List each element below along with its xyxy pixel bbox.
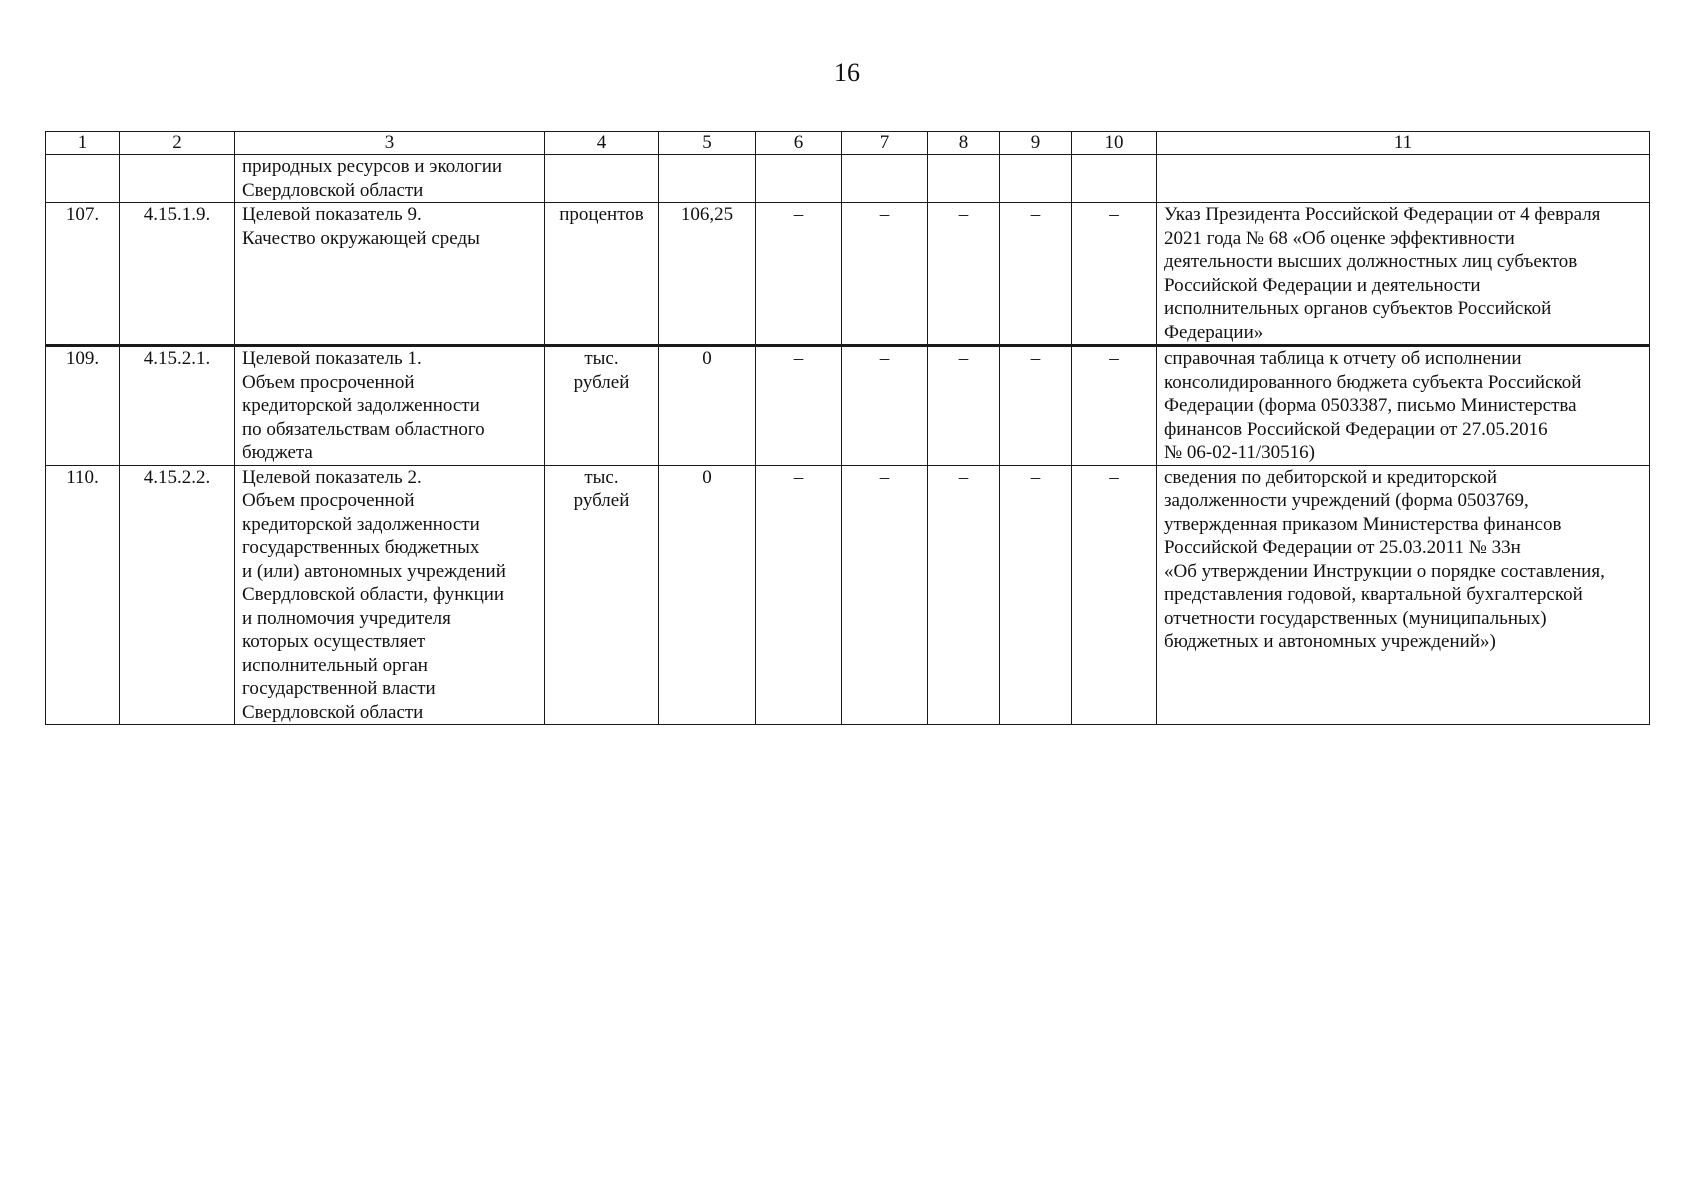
cell-indicator-name <box>235 203 545 346</box>
text-line: Федерации (форма 0503387, письмо Министерства <box>1164 395 1577 416</box>
cell-col-6: – <box>756 203 842 346</box>
text-line: государственной власти <box>242 678 436 699</box>
cell-unit <box>545 203 659 346</box>
indicators-table <box>45 131 1650 725</box>
cell-value <box>659 155 756 203</box>
text-line: тыс. <box>584 348 619 369</box>
text-line: Федерации» <box>1164 321 1264 343</box>
text-line: рублей <box>573 371 630 393</box>
cell-col-10: – <box>1072 465 1157 725</box>
text-line: исполнительных органов субъектов Российской <box>1164 298 1552 319</box>
cell-col-8: – <box>928 203 1000 346</box>
text-line: Свердловской области <box>242 701 424 723</box>
cell-number <box>46 155 120 203</box>
cell-indicator-name <box>235 346 545 466</box>
text-line: финансов Российской Федерации от 27.05.2016 <box>1164 418 1548 440</box>
cell-indicator-name <box>235 155 545 203</box>
text-line: бюджета <box>242 442 313 463</box>
text-line: справочная таблица к отчету об исполнении <box>1164 348 1522 369</box>
cell-code: 4.15.2.1. <box>120 346 235 466</box>
cell-unit <box>545 465 659 725</box>
table-row-continuation <box>46 155 1650 203</box>
text-line: «Об утверждении Инструкции о порядке составления, <box>1164 560 1605 582</box>
text-line: и полномочия учредителя <box>242 607 451 629</box>
text-line: тыс. <box>584 466 619 488</box>
text-line: Свердловской области, функции <box>242 584 505 605</box>
text-line: Объем просроченной <box>242 371 415 393</box>
column-header-4: 4 <box>545 132 659 155</box>
cell-col-8: – <box>928 346 1000 466</box>
text-line: консолидированного бюджета субъекта Российской <box>1164 371 1582 393</box>
text-line: процентов <box>559 204 644 225</box>
cell-col-7: – <box>842 203 928 346</box>
table-row <box>46 203 1650 346</box>
column-header-3: 3 <box>235 132 545 155</box>
column-header-6: 6 <box>756 132 842 155</box>
cell-indicator-name <box>235 465 545 725</box>
cell-col-6: – <box>756 346 842 466</box>
text-line: Российской Федерации и деятельности <box>1164 274 1481 296</box>
header-row <box>46 132 1650 155</box>
cell-source <box>1157 155 1650 203</box>
cell-col-10: – <box>1072 346 1157 466</box>
cell-col-9: – <box>1000 346 1072 466</box>
text-line: Объем просроченной <box>242 490 415 511</box>
cell-number: 109. <box>46 346 120 466</box>
text-line: 2021 года № 68 «Об оценке эффективности <box>1164 227 1515 249</box>
cell-unit <box>545 346 659 466</box>
column-header-5: 5 <box>659 132 756 155</box>
cell-source <box>1157 465 1650 725</box>
text-line: отчетности государственных (муниципальных) <box>1164 607 1547 629</box>
cell-col-8 <box>928 155 1000 203</box>
text-line: Российской Федерации от 25.03.2011 № 33н <box>1164 537 1521 558</box>
column-header-9: 9 <box>1000 132 1072 155</box>
cell-col-10 <box>1072 155 1157 203</box>
text-line: Целевой показатель 9. <box>242 204 422 225</box>
cell-col-7 <box>842 155 928 203</box>
cell-col-6 <box>756 155 842 203</box>
text-line: сведения по дебиторской и кредиторской <box>1164 466 1498 488</box>
text-line: природных ресурсов и экологии <box>242 156 503 177</box>
text-line: представления годовой, квартальной бухгалтерской <box>1164 584 1583 605</box>
cell-col-7: – <box>842 465 928 725</box>
text-line: Целевой показатель 1. <box>242 348 422 369</box>
cell-source <box>1157 203 1650 346</box>
cell-col-10: – <box>1072 203 1157 346</box>
text-line: Свердловской области <box>242 179 424 201</box>
text-line: и (или) автономных учреждений <box>242 560 506 582</box>
cell-col-6: – <box>756 465 842 725</box>
text-line: бюджетных и автономных учреждений») <box>1164 631 1496 652</box>
text-line: рублей <box>573 490 630 511</box>
column-header-11: 11 <box>1157 132 1650 155</box>
cell-code <box>120 155 235 203</box>
cell-value: 0 <box>659 465 756 725</box>
text-line: Указ Президента Российской Федерации от 4 февраля <box>1164 204 1601 225</box>
cell-number: 110. <box>46 465 120 725</box>
cell-col-9: – <box>1000 203 1072 346</box>
cell-value: 106,25 <box>659 203 756 346</box>
column-header-8: 8 <box>928 132 1000 155</box>
cell-col-8: – <box>928 465 1000 725</box>
column-header-7: 7 <box>842 132 928 155</box>
text-line: которых осуществляет <box>242 631 426 652</box>
text-line: Качество окружающей среды <box>242 227 480 249</box>
text-line: утвержденная приказом Министерства финансов <box>1164 513 1562 535</box>
table-row <box>46 346 1650 466</box>
cell-code: 4.15.1.9. <box>120 203 235 346</box>
cell-unit <box>545 155 659 203</box>
cell-col-7: – <box>842 346 928 466</box>
text-line: задолженности учреждений (форма 0503769, <box>1164 490 1529 511</box>
text-line: деятельности высших должностных лиц субъектов <box>1164 251 1578 272</box>
cell-value: 0 <box>659 346 756 466</box>
text-line: государственных бюджетных <box>242 537 480 558</box>
cell-number: 107. <box>46 203 120 346</box>
text-line: кредиторской задолженности <box>242 395 480 416</box>
table-row <box>46 465 1650 725</box>
cell-col-9: – <box>1000 465 1072 725</box>
cell-source <box>1157 346 1650 466</box>
page-number: 16 <box>834 58 860 87</box>
text-line: по обязательствам областного <box>242 418 485 440</box>
text-line: № 06-02-11/30516) <box>1164 442 1315 463</box>
text-line: исполнительный орган <box>242 654 428 676</box>
cell-col-9 <box>1000 155 1072 203</box>
text-line: кредиторской задолженности <box>242 513 480 535</box>
column-header-1: 1 <box>46 132 120 155</box>
cell-code: 4.15.2.2. <box>120 465 235 725</box>
column-header-10: 10 <box>1072 132 1157 155</box>
text-line: Целевой показатель 2. <box>242 466 422 488</box>
column-header-2: 2 <box>120 132 235 155</box>
